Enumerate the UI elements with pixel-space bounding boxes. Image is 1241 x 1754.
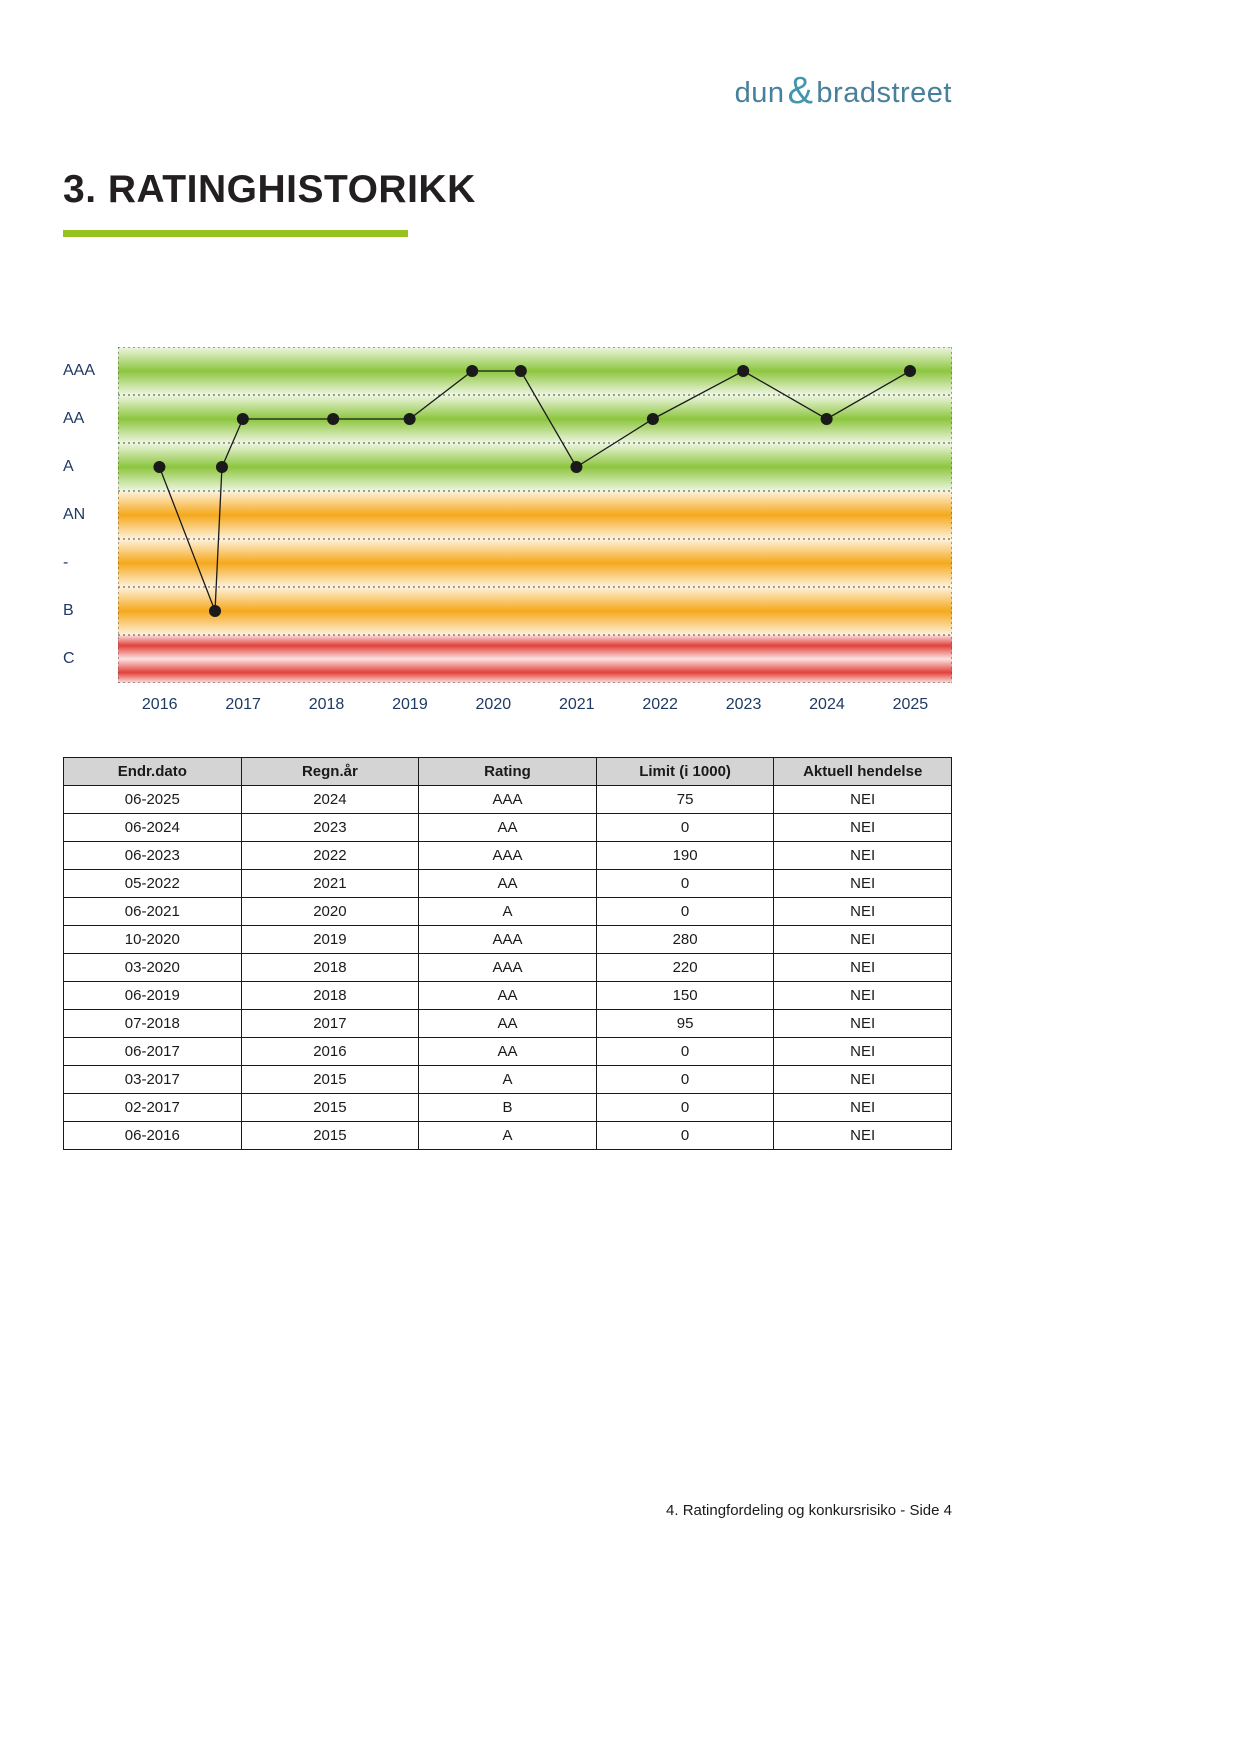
column-header: Regn.år: [241, 758, 419, 786]
table-cell: 06-2017: [64, 1038, 242, 1066]
table-cell: AA: [419, 814, 597, 842]
table-row: [64, 1038, 952, 1066]
x-axis-label: 2019: [392, 696, 428, 713]
table-cell: 06-2016: [64, 1122, 242, 1150]
table-row: [64, 842, 952, 870]
table-cell: AAA: [419, 926, 597, 954]
table-cell: 220: [596, 954, 774, 982]
x-axis-label: 2016: [141, 696, 178, 713]
x-axis-label: 2021: [558, 696, 595, 713]
data-point: [327, 413, 339, 425]
y-axis-label: AAA: [63, 362, 96, 379]
table-cell: 2018: [241, 982, 419, 1010]
table-cell: 02-2017: [64, 1094, 242, 1122]
logo-ampersand-icon: &: [787, 70, 814, 112]
table-cell: 0: [596, 1066, 774, 1094]
data-point: [209, 605, 221, 617]
table-cell: 95: [596, 1010, 774, 1038]
table-cell: 2018: [241, 954, 419, 982]
table-cell: 2020: [241, 898, 419, 926]
table-cell: 0: [596, 1122, 774, 1150]
table-row: [64, 870, 952, 898]
column-header: Endr.dato: [64, 758, 242, 786]
table-row: [64, 982, 952, 1010]
data-point: [466, 365, 478, 377]
table-row: [64, 786, 952, 814]
table-cell: AA: [419, 1010, 597, 1038]
y-axis-label: C: [63, 650, 75, 667]
table-row: [64, 1010, 952, 1038]
table-row: [64, 1094, 952, 1122]
table-cell: 05-2022: [64, 870, 242, 898]
data-point: [904, 365, 916, 377]
table-cell: B: [419, 1094, 597, 1122]
title-accent-bar: [63, 230, 408, 237]
table-cell: NEI: [774, 1010, 952, 1038]
x-axis-labels: [118, 696, 952, 714]
table-cell: 280: [596, 926, 774, 954]
table-cell: 2024: [241, 786, 419, 814]
table-cell: 2017: [241, 1010, 419, 1038]
table-cell: 190: [596, 842, 774, 870]
rating-table-body: [64, 786, 952, 1150]
y-axis-label: -: [63, 554, 69, 571]
section-title: 3. RATINGHISTORIKK: [63, 168, 476, 211]
data-point: [821, 413, 833, 425]
table-row: [64, 1066, 952, 1094]
x-axis-label: 2020: [475, 696, 512, 713]
table-cell: 2015: [241, 1066, 419, 1094]
table-cell: A: [419, 1066, 597, 1094]
table-cell: 10-2020: [64, 926, 242, 954]
table-cell: 2016: [241, 1038, 419, 1066]
table-row: [64, 954, 952, 982]
rating-chart-svg: [118, 347, 952, 683]
table-cell: NEI: [774, 982, 952, 1010]
y-axis-label: A: [63, 458, 74, 475]
data-point: [515, 365, 527, 377]
table-cell: 06-2021: [64, 898, 242, 926]
table-cell: 0: [596, 814, 774, 842]
table-cell: 0: [596, 870, 774, 898]
x-axis-label: 2022: [642, 696, 678, 713]
table-cell: A: [419, 1122, 597, 1150]
table-cell: 2021: [241, 870, 419, 898]
data-point: [737, 365, 749, 377]
table-row: [64, 814, 952, 842]
dun-bradstreet-logo: [734, 70, 952, 112]
table-cell: 0: [596, 1094, 774, 1122]
table-cell: 03-2020: [64, 954, 242, 982]
x-axis-label: 2018: [308, 696, 345, 713]
table-cell: 2022: [241, 842, 419, 870]
table-cell: AAA: [419, 954, 597, 982]
table-cell: 2023: [241, 814, 419, 842]
data-point: [404, 413, 416, 425]
table-cell: NEI: [774, 870, 952, 898]
logo-word-dun: dun: [734, 76, 785, 109]
table-cell: NEI: [774, 926, 952, 954]
table-cell: 2015: [241, 1094, 419, 1122]
page-footer: 4. Ratingfordeling og konkursrisiko - Side 4: [666, 1502, 952, 1519]
table-header-row: [64, 758, 952, 786]
table-row: [64, 926, 952, 954]
column-header: Aktuell hendelse: [774, 758, 952, 786]
x-axis-label: 2024: [809, 696, 845, 713]
table-cell: 2015: [241, 1122, 419, 1150]
column-header: Rating: [419, 758, 597, 786]
table-cell: 2019: [241, 926, 419, 954]
table-cell: 75: [596, 786, 774, 814]
table-row: [64, 898, 952, 926]
table-cell: AAA: [419, 786, 597, 814]
table-cell: AAA: [419, 842, 597, 870]
column-header: Limit (i 1000): [596, 758, 774, 786]
table-cell: NEI: [774, 1122, 952, 1150]
table-cell: 03-2017: [64, 1066, 242, 1094]
y-axis-label: B: [63, 602, 74, 619]
table-cell: AA: [419, 982, 597, 1010]
data-point: [647, 413, 659, 425]
x-axis-label: 2025: [892, 696, 929, 713]
data-point: [153, 461, 165, 473]
rating-table-head: [64, 758, 952, 786]
table-cell: 0: [596, 1038, 774, 1066]
table-cell: NEI: [774, 1038, 952, 1066]
table-cell: NEI: [774, 814, 952, 842]
table-cell: NEI: [774, 1066, 952, 1094]
table-cell: AA: [419, 870, 597, 898]
table-cell: 150: [596, 982, 774, 1010]
x-axis-label: 2017: [225, 696, 261, 713]
table-cell: A: [419, 898, 597, 926]
table-cell: 07-2018: [64, 1010, 242, 1038]
data-point: [570, 461, 582, 473]
table-cell: AA: [419, 1038, 597, 1066]
table-cell: 0: [596, 898, 774, 926]
y-axis-label: AN: [63, 506, 86, 523]
y-axis-label: AA: [63, 410, 85, 427]
data-point: [216, 461, 228, 473]
table-cell: NEI: [774, 898, 952, 926]
table-cell: NEI: [774, 1094, 952, 1122]
logo-word-bradstreet: bradstreet: [816, 76, 952, 109]
table-cell: 06-2023: [64, 842, 242, 870]
x-axis-label: 2023: [725, 696, 762, 713]
table-row: [64, 1122, 952, 1150]
table-cell: 06-2024: [64, 814, 242, 842]
rating-history-table: [63, 757, 952, 1150]
table-cell: NEI: [774, 786, 952, 814]
table-cell: NEI: [774, 954, 952, 982]
data-point: [237, 413, 249, 425]
table-cell: 06-2019: [64, 982, 242, 1010]
table-cell: NEI: [774, 842, 952, 870]
table-cell: 06-2025: [64, 786, 242, 814]
